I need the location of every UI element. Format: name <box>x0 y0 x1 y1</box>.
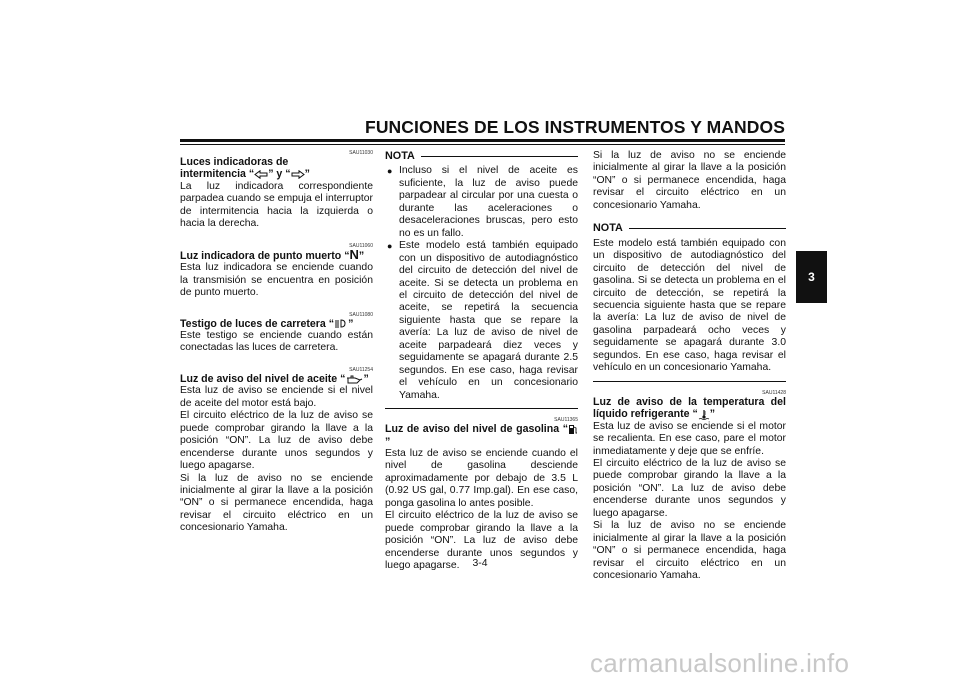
column-left <box>180 150 373 535</box>
neutral-icon: N <box>349 246 359 262</box>
note-end-rule <box>593 381 786 382</box>
section-body: Esta luz de aviso se enciende cuando el nivel de gasolina desciende aproximadamente por debajo de 3.5 L (0.92 US gal, 0.77 Imp.gal). En ese caso, ponga gasolina lo antes posible. <box>385 447 578 509</box>
section-code: SAU11060 <box>349 242 373 249</box>
turn-right-arrow-icon <box>291 170 305 179</box>
section-title-turn-signal: Luces indicadoras de intermitencia “ ” y “ ” <box>180 156 310 181</box>
turn-left-arrow-icon <box>254 170 268 179</box>
section-body: Si la luz de aviso no se enciende inicialmente al girar la llave a la posición “ON” o si permanece encendida, haga revisar el circuito eléctrico en un concesionario Yamaha. <box>593 150 786 211</box>
section-body: El circuito eléctrico de la luz de aviso se puede comprobar girando la llave a la posición “ON”. La luz de aviso debe encenderse durante unos segundos y luego apagarse. <box>593 457 786 519</box>
section-body: El circuito eléctrico de la luz de aviso se puede comprobar girando la llave a la posición “ON”. La luz de aviso debe encenderse durante unos segundos y luego apagarse. <box>180 410 373 472</box>
section-body: Este testigo se enciende cuando están conectadas las luces de carretera. <box>180 329 373 354</box>
section-code: SAU11428 <box>762 389 786 396</box>
section-title-high-beam: Testigo de luces de carretera “ ” <box>180 317 354 330</box>
header-rule-thin <box>180 144 785 145</box>
section-code: SAU11080 <box>349 311 373 318</box>
note-end-rule <box>385 408 578 409</box>
section-body: Esta luz indicadora se enciende cuando la transmisión se encuentra en posición de punto muerto. <box>180 262 373 299</box>
list-item: ● Incluso si el nivel de aceite es suficiente, la luz de aviso puede parpadear al circular por una cuesta o durante las aceleraciones o desaceleraciones bruscas, pero esto no es un fallo. <box>387 165 578 239</box>
list-item: ● Este modelo está también equipado con un dispositivo de autodiagnóstico del circuito de detección del nivel de aceite. Si se detecta un problema en el circuito de detección del nivel de aceite, se repetirá la secuencia siguiente hasta que se repare la avería: La luz de aviso de nivel de aceite parpadeará diez veces y seguidamente se apagará durante 2.5 segundos. En ese caso, haga revisar el vehículo en un concesionario Yamaha. <box>387 240 578 401</box>
section-body: El circuito eléctrico de la luz de aviso se puede comprobar girando la llave a la posición “ON”. La luz de aviso debe encenderse durante unos segundos y luego apagarse. <box>385 510 578 572</box>
section-code: SAU11030 <box>349 150 373 156</box>
section-title-coolant: Luz de aviso de la temperatura del líquido refrigerante “ ” <box>593 395 786 421</box>
oil-can-icon <box>345 375 363 384</box>
section-title-neutral: Luz indicadora de punto muerto “N” <box>180 246 365 262</box>
fuel-pump-icon <box>568 424 578 435</box>
page-title: FUNCIONES DE LOS INSTRUMENTOS Y MANDOS <box>365 117 785 137</box>
section-body: Si la luz de aviso no se enciende inicialmente al girar la llave a la posición “ON” o si permanece encendida, haga revisar el circuito eléctrico en un concesionario Yamaha. <box>593 520 786 582</box>
coolant-temperature-icon <box>698 409 710 420</box>
header-rule <box>180 139 785 142</box>
note-list <box>385 165 578 402</box>
high-beam-icon <box>334 319 348 328</box>
column-right <box>593 150 786 583</box>
section-code: SAU11365 <box>554 417 578 424</box>
section-body: Esta luz de aviso se enciende si el motor se recalienta. En ese caso, pare el motor inmediatamente y deje que se enfríe. <box>593 420 786 457</box>
column-middle <box>385 150 578 573</box>
section-body: Esta luz de aviso se enciende si el nivel de aceite del motor está bajo. <box>180 385 373 409</box>
note-heading: NOTA <box>385 150 578 162</box>
watermark: carmanualsonline.info <box>590 648 850 678</box>
section-body: La luz indicadora correspondiente parpadea cuando se empuja el interruptor de intermitencia hacia la izquierda o hacia la derecha. <box>180 180 373 230</box>
chapter-tab: 3 <box>796 251 827 303</box>
section-title-oil: Luz de aviso del nivel de aceite “ ” <box>180 372 369 385</box>
note-heading: NOTA <box>593 222 786 234</box>
note-text: Este modelo está también equipado con un dispositivo de autodiagnóstico del circuito de detección del nivel de gasolina. Si se detecta un problema en el circuito de detección, se repetirá la secuencia siguiente hasta que se repare la avería: La luz de aviso de nivel de gasolina parpadeará ocho veces y seguidamente se apagará durante 3.0 segundos. En ese caso, haga revisar el vehículo en un concesionario Yamaha. <box>593 237 786 374</box>
page-number: 3-4 <box>472 558 488 569</box>
section-body: Si la luz de aviso no se enciende inicialmente al girar la llave a la posición “ON” o si permanece encendida, haga revisar el circuito eléctrico en un concesionario Yamaha. <box>180 472 373 534</box>
section-title-fuel: Luz de aviso del nivel de gasolina “” <box>385 423 578 448</box>
section-code: SAU11254 <box>349 366 373 373</box>
